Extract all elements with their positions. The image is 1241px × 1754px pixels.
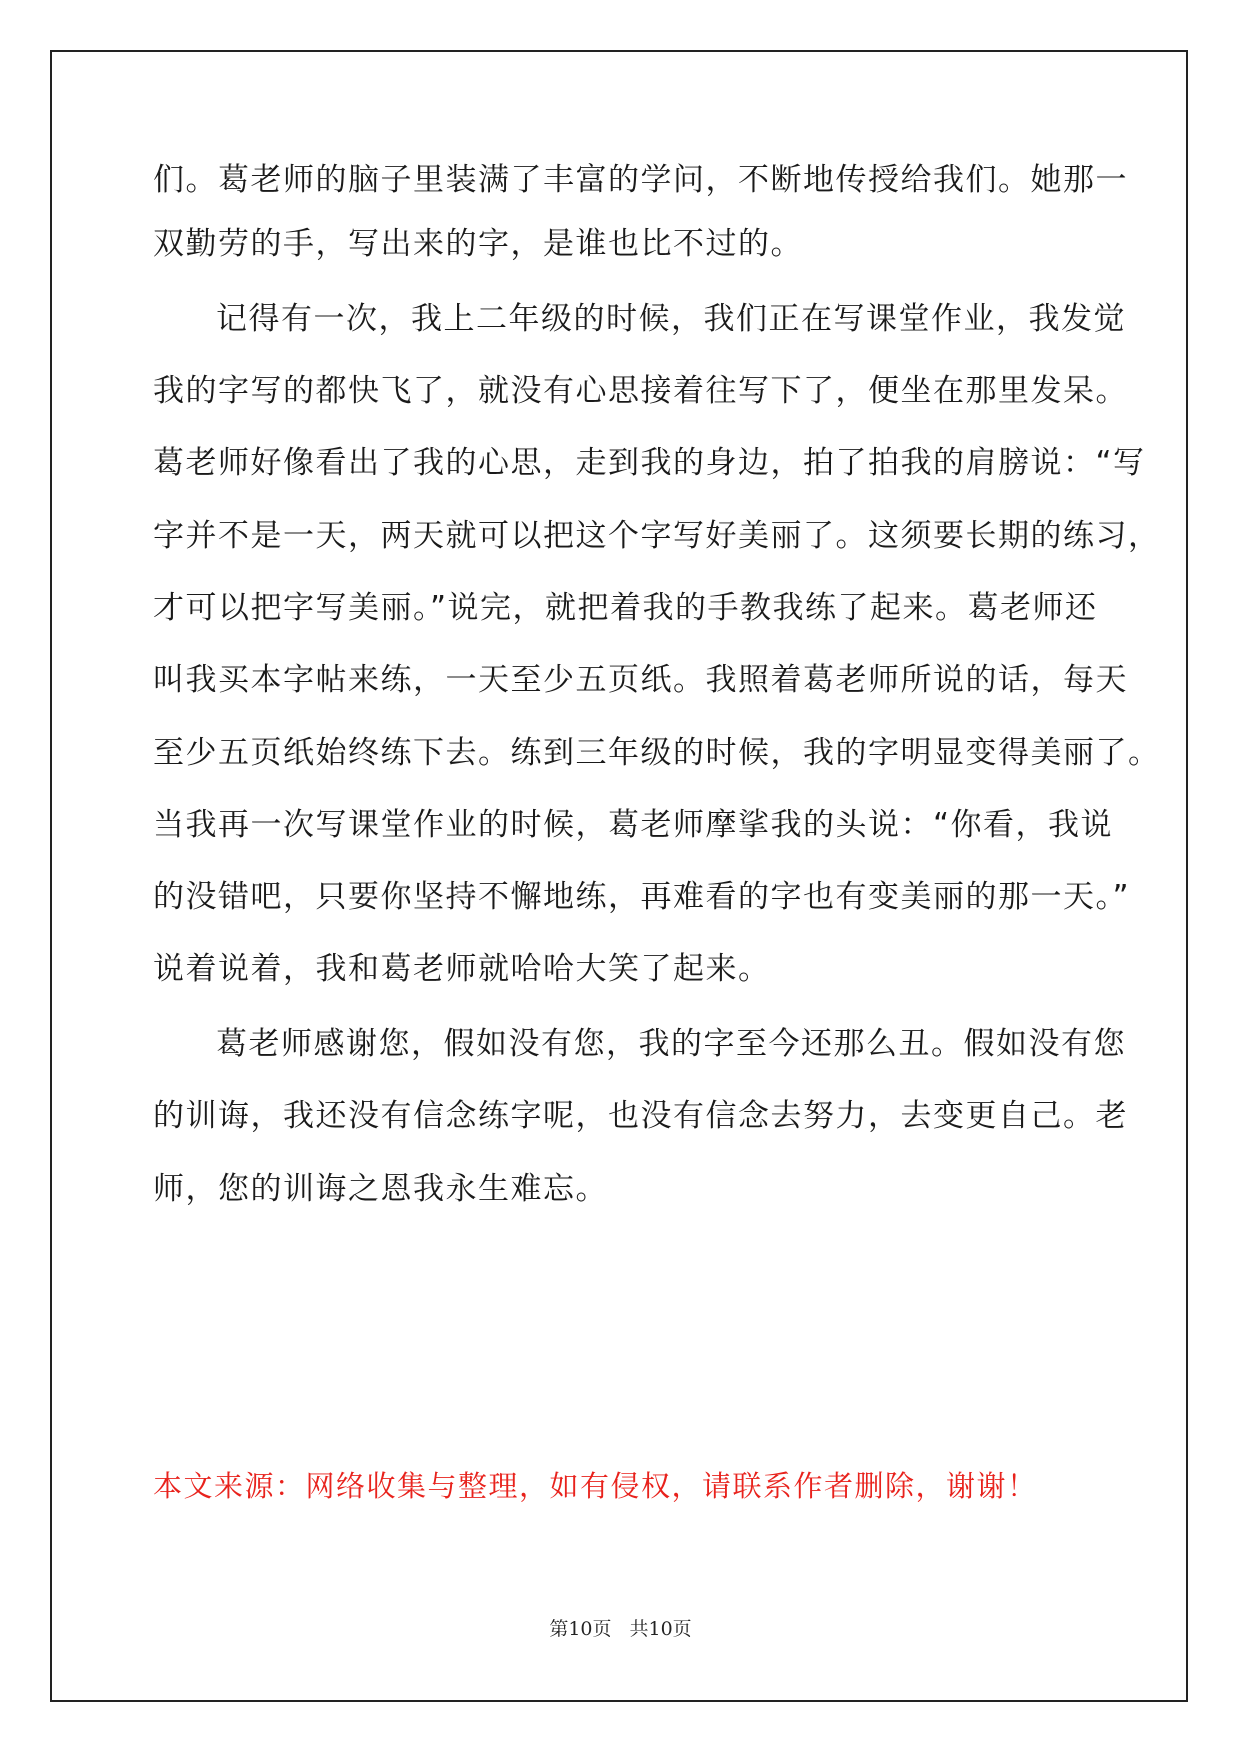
text-line: 师，您的训诲之恩我永生难忘。 bbox=[153, 1171, 608, 1207]
text-line: 的训诲，我还没有信念练字呢，也没有信念去努力，去变更自己。老 bbox=[153, 1098, 1128, 1134]
page-number: 第10页 bbox=[549, 1618, 612, 1640]
text-line: 葛老师感谢您，假如没有您，我的字至今还那么丑。假如没有您 bbox=[216, 1026, 1126, 1062]
text-line: 葛老师好像看出了我的心思，走到我的身边，拍了拍我的肩膀说：“写 bbox=[153, 445, 1146, 481]
text-line: 至少五页纸始终练下去。练到三年级的时候，我的字明显变得美丽了。 bbox=[153, 735, 1161, 771]
text-line: 说着说着，我和葛老师就哈哈大笑了起来。 bbox=[153, 951, 771, 987]
page-footer bbox=[0, 1614, 1241, 1641]
text-line: 记得有一次，我上二年级的时候，我们正在写课堂作业，我发觉 bbox=[216, 301, 1126, 337]
text-line: 们。葛老师的脑子里装满了丰富的学问，不断地传授给我们。她那一 bbox=[153, 162, 1128, 198]
text-line: 我的字写的都快飞了，就没有心思接着往写下了，便坐在那里发呆。 bbox=[153, 373, 1128, 409]
text-line: 才可以把字写美丽。”说完，就把着我的手教我练了起来。葛老师还 bbox=[153, 590, 1098, 626]
text-line: 的没错吧，只要你坚持不懈地练，再难看的字也有变美丽的那一天。” bbox=[153, 879, 1131, 915]
text-line: 字并不是一天，两天就可以把这个字写好美丽了。这须要长期的练习， bbox=[153, 518, 1161, 554]
page-border bbox=[50, 50, 1188, 1702]
source-note: 本文来源：网络收集与整理，如有侵权，请联系作者删除，谢谢！ bbox=[153, 1469, 1038, 1503]
text-line: 当我再一次写课堂作业的时候，葛老师摩挲我的头说：“你看，我说 bbox=[153, 807, 1114, 843]
text-line: 双勤劳的手，写出来的字，是谁也比不过的。 bbox=[153, 226, 803, 262]
text-line: 叫我买本字帖来练，一天至少五页纸。我照着葛老师所说的话，每天 bbox=[153, 662, 1128, 698]
page-total: 共10页 bbox=[629, 1618, 692, 1640]
